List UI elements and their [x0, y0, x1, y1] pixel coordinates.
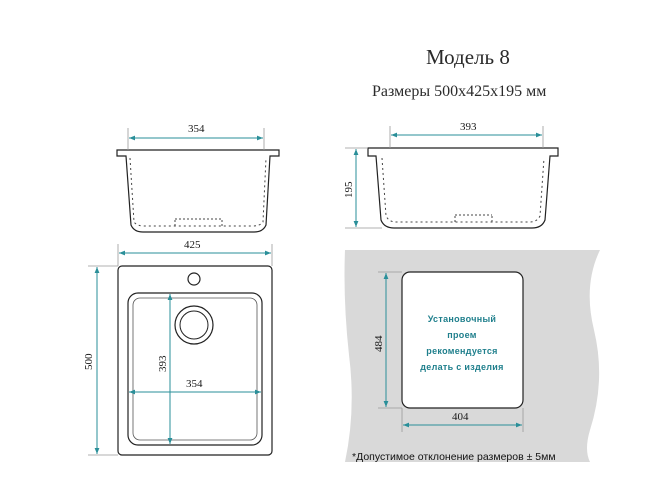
sink-section-side-view [117, 123, 279, 232]
dim-label-404: 404 [452, 411, 469, 423]
model-dimensions: Размеры 500х425х195 мм [372, 83, 547, 100]
dim-label-354-top: 354 [188, 123, 205, 135]
cutout-text-line-2: проем [447, 330, 477, 340]
dim-label-195: 195 [343, 181, 355, 198]
dim-label-393: 393 [460, 121, 477, 133]
faucet-hole [188, 273, 200, 285]
cutout-text-line-3: рекомендуется [426, 346, 498, 356]
cutout-opening [402, 272, 523, 408]
cutout-text-line-1: Установочный [427, 314, 497, 324]
cutout-template-view [345, 250, 601, 462]
dim-label-500: 500 [83, 353, 95, 370]
sink-plan-view [83, 239, 272, 455]
drain-outer [175, 306, 213, 344]
dim-label-484: 484 [373, 335, 385, 352]
dim-label-425: 425 [184, 239, 201, 251]
dim-label-354-inner: 354 [186, 378, 203, 390]
model-title: Модель 8 [426, 45, 510, 69]
drain-inner [180, 311, 208, 339]
cutout-text-line-4: делать с изделия [420, 362, 504, 372]
tolerance-note: *Допустимое отклонение размеров ± 5мм [352, 451, 556, 463]
dim-label-393-inner: 393 [157, 355, 169, 372]
sink-section-front-view [343, 121, 558, 228]
